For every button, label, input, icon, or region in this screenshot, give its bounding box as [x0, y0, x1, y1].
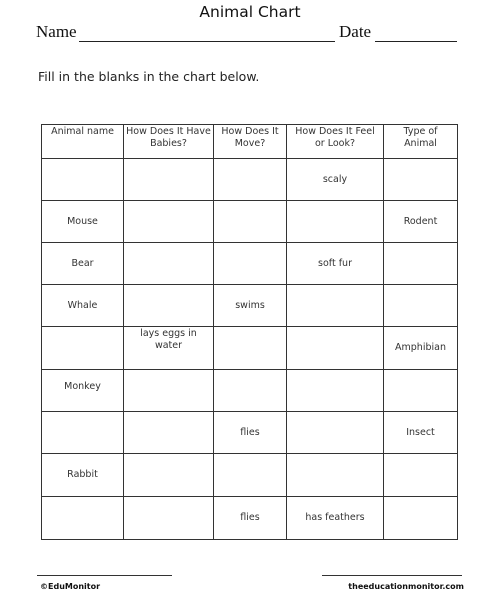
table-cell[interactable]: [124, 370, 214, 412]
table-cell[interactable]: [384, 285, 458, 327]
page-title: Animal Chart: [199, 3, 301, 21]
table-header-row: [42, 125, 458, 159]
column-header-move: How Does It Move?: [214, 125, 287, 159]
table-cell[interactable]: [124, 159, 214, 201]
table-cell[interactable]: [42, 327, 124, 370]
table-cell[interactable]: has feathers: [287, 497, 384, 540]
footer-divider-right: [322, 575, 462, 576]
table-cell[interactable]: [42, 159, 124, 201]
table-cell[interactable]: Rodent: [384, 201, 458, 243]
table-cell[interactable]: flies: [214, 412, 287, 454]
table-cell[interactable]: Rabbit: [42, 454, 124, 497]
name-blank-line[interactable]: [79, 41, 335, 42]
table-cell[interactable]: [214, 201, 287, 243]
footer-copyright: ©EduMonitor: [40, 582, 101, 591]
table-cell[interactable]: [287, 412, 384, 454]
table-cell[interactable]: [42, 497, 124, 540]
table-row: [42, 159, 458, 201]
table-cell[interactable]: swims: [214, 285, 287, 327]
table-cell[interactable]: [287, 285, 384, 327]
table-cell[interactable]: [287, 201, 384, 243]
table-cell[interactable]: [384, 243, 458, 285]
table-row: [42, 370, 458, 412]
name-label: Name: [36, 22, 77, 41]
table-cell[interactable]: Mouse: [42, 201, 124, 243]
table-cell[interactable]: Monkey: [42, 370, 124, 412]
table-cell[interactable]: [384, 497, 458, 540]
table-cell[interactable]: [124, 201, 214, 243]
table-row: [42, 285, 458, 327]
table-cell[interactable]: [214, 243, 287, 285]
table-cell[interactable]: scaly: [287, 159, 384, 201]
table-cell[interactable]: [124, 243, 214, 285]
table-cell[interactable]: Amphibian: [384, 327, 458, 370]
column-header-type: Type of Animal: [384, 125, 458, 159]
table-cell[interactable]: [42, 412, 124, 454]
table-cell[interactable]: [214, 327, 287, 370]
table-cell[interactable]: [384, 370, 458, 412]
table-cell[interactable]: soft fur: [287, 243, 384, 285]
column-header-feel-look: How Does It Feel or Look?: [287, 125, 384, 159]
table-cell[interactable]: [124, 454, 214, 497]
table-cell[interactable]: [124, 412, 214, 454]
table-cell[interactable]: [287, 327, 384, 370]
table-cell[interactable]: lays eggs in water: [124, 327, 214, 370]
table-row: [42, 412, 458, 454]
table-cell[interactable]: Insect: [384, 412, 458, 454]
table-cell[interactable]: [287, 370, 384, 412]
table-cell[interactable]: [214, 454, 287, 497]
table-row: [42, 243, 458, 285]
column-header-animal-name: Animal name: [42, 125, 124, 159]
table-row: [42, 201, 458, 243]
table-row: [42, 327, 458, 370]
date-blank-line[interactable]: [375, 41, 457, 42]
footer-website[interactable]: theeducationmonitor.com: [348, 582, 464, 591]
table-row: [42, 454, 458, 497]
date-label: Date: [339, 22, 372, 41]
column-header-babies: How Does It Have Babies?: [124, 125, 214, 159]
table-cell[interactable]: flies: [214, 497, 287, 540]
animal-chart-table: [41, 124, 458, 540]
table-cell[interactable]: [384, 454, 458, 497]
table-cell[interactable]: Bear: [42, 243, 124, 285]
table-cell[interactable]: Whale: [42, 285, 124, 327]
instructions-text: Fill in the blanks in the chart below.: [38, 69, 260, 84]
table-cell[interactable]: [287, 454, 384, 497]
table-cell[interactable]: [214, 370, 287, 412]
table-cell[interactable]: [124, 285, 214, 327]
table-cell[interactable]: [214, 159, 287, 201]
footer-divider-left: [37, 575, 172, 576]
table-cell[interactable]: [124, 497, 214, 540]
table-cell[interactable]: [384, 159, 458, 201]
table-row: [42, 497, 458, 540]
